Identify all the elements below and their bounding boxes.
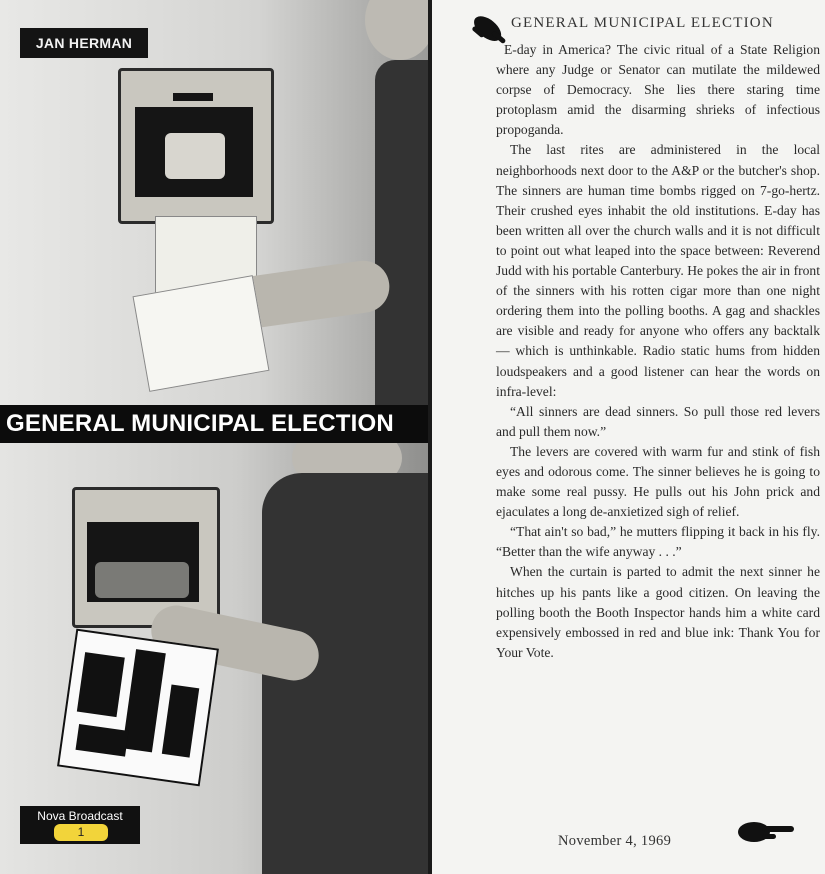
page-divider [428, 0, 432, 874]
author-label: JAN HERMAN [20, 28, 148, 58]
article-paragraph: When the curtain is parted to admit the next sinner he hitches up his pants like a good citizen. On leaving the polling booth the Booth Inspector hands him a white card expensively embossed in red and blue ink: Thank You for Your Vote. [496, 564, 820, 660]
voting-machine-photo-top [0, 0, 430, 405]
article-page [436, 0, 825, 874]
article-title: GENERAL MUNICIPAL ELECTION [511, 15, 774, 31]
person-shirt [375, 60, 430, 405]
crumpled-poster [57, 629, 219, 787]
article-paragraph: “All sinners are dead sinners. So pull those red levers and pull them now.” [496, 403, 820, 439]
nova-broadcast-label [20, 806, 140, 844]
article-paragraph: The last rites are administered in the local neighborhoods next door to the A&P or the butcher's shop. The sinners are human time bombs rigged on 7-go-hertz. Their crushed eyes inhabit the old institutions. E-day has been written all over the church walls and it is not difficult to point out what leaped into the space between: Reverend Judd with his portable Canterbury. He pokes the air in front of the sinners with his rotten cigar more than one night ordering them into the polling booths. A gag and shackles are visible and ready for anyone who offers any backtalk — which is unthinkable. Radio static hums from hidden loudspeakers and a good listener can hear the words on infra-level: [496, 142, 820, 399]
article-paragraph: “That ain't so bad,” he mutters flipping it back in his fly. “Better than the wife anyway . . .” [496, 524, 820, 560]
article-body [496, 40, 820, 663]
yellow-tab-mark: 1 [54, 824, 108, 841]
nova-broadcast-text: Nova Broadcast [37, 809, 123, 823]
article-paragraph: The levers are covered with warm fur and stink of fish eyes and odorous come. The sinner believes he is going to make some real pussy. He pulls out his John prick and ejaculates a long de-anxietized sigh of relief. [496, 443, 820, 520]
article-date: November 4, 1969 [558, 833, 672, 849]
pointing-hand-icon [736, 818, 798, 846]
article-paragraph: E-day in America? The civic ritual of a State Religion where any Judge or Senator can mutilate the mildewed corpse of Democracy. She lies there staring time protoplasm amid the disarming shrieks of infectious propoganda. [496, 42, 820, 138]
person-face [365, 0, 430, 60]
voting-machine [118, 68, 274, 224]
torn-ballot [133, 275, 270, 392]
voting-machine [72, 487, 220, 628]
election-banner: GENERAL MUNICIPAL ELECTION [0, 405, 430, 443]
